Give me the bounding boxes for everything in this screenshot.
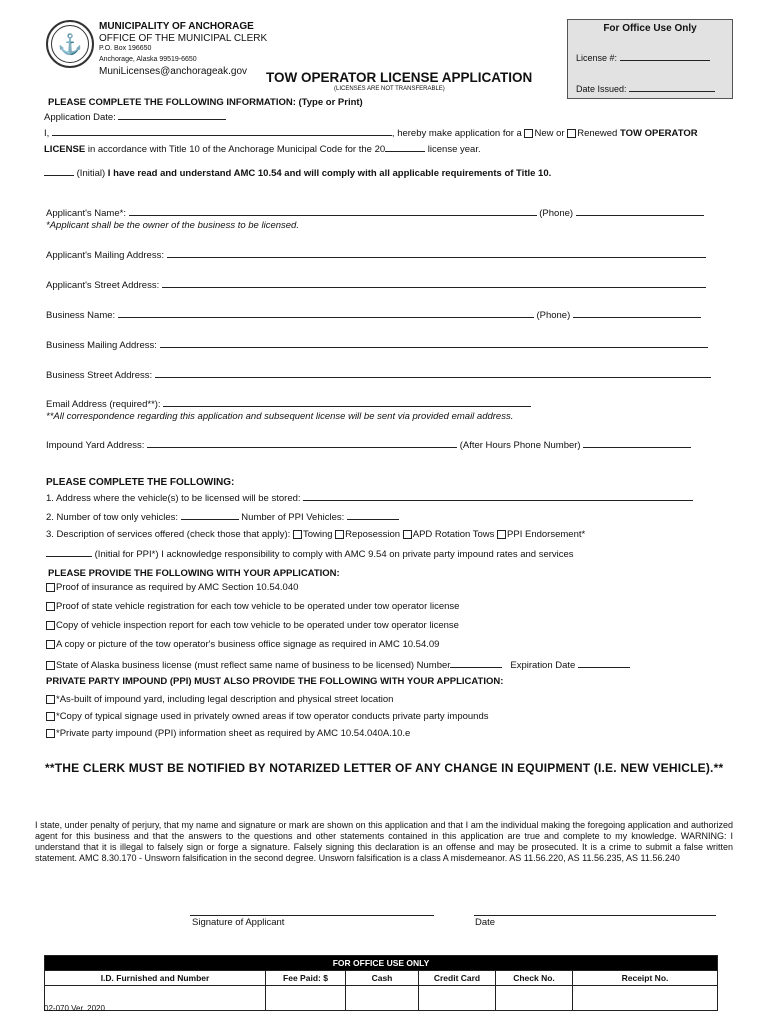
renewed-checkbox[interactable]	[567, 129, 576, 138]
section4-heading: PRIVATE PARTY IMPOUND (PPI) MUST ALSO PROVIDE THE FOLLOWING WITH YOUR APPLICATION:	[46, 676, 504, 687]
section3-heading: PLEASE PROVIDE THE FOLLOWING WITH YOUR APPLICATION:	[48, 568, 340, 579]
expiration-field[interactable]	[578, 658, 630, 668]
ppi-vehicles-label: Number of PPI Vehicles:	[241, 512, 345, 523]
applicant-phone-label: (Phone)	[539, 208, 574, 219]
license-year-field[interactable]	[385, 142, 425, 152]
apd-rotation-checkbox[interactable]	[403, 530, 412, 539]
city-address: Anchorage, Alaska 99519-6650	[99, 56, 197, 63]
insurance-checkbox[interactable]	[46, 583, 55, 592]
perjury-declaration: I state, under penalty of perjury, that my name and signature or mark are shown on this application and that I am the individual making the foregoing application and authorized agent for this business and that the answers to the questions and other statements contained in this application are true and complete to my knowledge. WARNING: I understand that it is illegal to falsely sign or forge a signature. Falsely signing this declaration is an offense and may be prosecuted. It is a crime to submit a false written statement. AMC 8.30.170 - Unsworn falsification in the second degree. Unsworn falsification is a class A misdemeanor. AS 11.56.220, AS 11.56.235, AS 11.56.240	[35, 820, 733, 863]
amc-compliance-text: I have read and understand AMC 10.54 and will comply with all applicable requirements of Title 10.	[107, 168, 552, 179]
applicant-name-inline-field[interactable]	[52, 126, 392, 136]
section1-heading: PLEASE COMPLETE THE FOLLOWING INFORMATION: (Type or Print)	[48, 97, 363, 108]
license-year-suffix: license year.	[427, 144, 481, 155]
application-date-field[interactable]	[118, 110, 226, 120]
contact-email: MuniLicenses@anchorageak.gov	[99, 66, 248, 77]
check-cell[interactable]	[496, 986, 573, 1011]
license-number-label: License #:	[576, 53, 618, 63]
as-built-item: *As-built of impound yard, including legal description and physical street location	[56, 694, 394, 705]
cash-cell[interactable]	[346, 986, 419, 1011]
application-for-text: , hereby make application for a	[391, 128, 522, 139]
towing-checkbox[interactable]	[293, 530, 302, 539]
tow-only-label: 2. Number of tow only vehicles:	[46, 512, 179, 523]
email-note: **All correspondence regarding this application and subsequent license will be sent via provided email address.	[46, 411, 514, 422]
ppi-endorsement-label: PPI Endorsement*	[507, 529, 586, 540]
date-issued-label: Date Issued:	[576, 84, 627, 94]
applicant-phone-field[interactable]	[576, 206, 704, 216]
initial-label: (Initial)	[76, 168, 106, 179]
new-label: New or	[534, 128, 565, 139]
office-use-title: For Office Use Only	[603, 23, 697, 34]
municipal-seal-icon: ⚓	[46, 20, 94, 68]
col-id-furnished: I.D. Furnished and Number	[45, 971, 266, 986]
storage-address-field[interactable]	[303, 491, 693, 501]
col-credit-card: Credit Card	[419, 971, 496, 986]
applicant-signature-line[interactable]	[190, 915, 434, 916]
after-hours-field[interactable]	[583, 438, 691, 448]
business-phone-label: (Phone)	[536, 310, 571, 321]
ppi-sheet-checkbox[interactable]	[46, 729, 55, 738]
signage-item: A copy or picture of the tow operator's business office signage as required in AMC 10.54.09	[56, 639, 440, 650]
equipment-change-notice: **THE CLERK MUST BE NOTIFIED BY NOTARIZED LETTER OF ANY CHANGE IN EQUIPMENT (I.E. NEW VEHICLE).**	[45, 761, 724, 775]
business-street-field[interactable]	[155, 368, 711, 378]
as-built-checkbox[interactable]	[46, 695, 55, 704]
form-subtitle: (LICENSES ARE NOT TRANSFERABLE)	[334, 86, 445, 92]
org-name: MUNICIPALITY OF ANCHORAGE	[99, 21, 254, 32]
ppi-vehicles-field[interactable]	[347, 510, 399, 520]
applicant-note: *Applicant shall be the owner of the business to be licensed.	[46, 220, 299, 231]
office-use-box	[567, 19, 733, 99]
repossession-label: Reposession	[345, 529, 401, 540]
receipt-cell[interactable]	[573, 986, 718, 1011]
credit-cell[interactable]	[419, 986, 496, 1011]
application-date-label: Application Date:	[44, 112, 116, 123]
inspection-item: Copy of vehicle inspection report for each tow vehicle to be operated under tow operator license	[56, 620, 459, 631]
applicant-name-label: Applicant's Name*:	[46, 208, 126, 219]
ppi-initial-field[interactable]	[46, 547, 92, 557]
renewed-label: Renewed	[577, 128, 618, 139]
business-phone-field[interactable]	[573, 308, 701, 318]
typical-signage-checkbox[interactable]	[46, 712, 55, 721]
impound-yard-label: Impound Yard Address:	[46, 440, 145, 451]
registration-checkbox[interactable]	[46, 602, 55, 611]
col-check-no: Check No.	[496, 971, 573, 986]
street-address-label: Applicant's Street Address:	[46, 280, 160, 291]
business-mailing-label: Business Mailing Address:	[46, 340, 157, 351]
col-receipt-no: Receipt No.	[573, 971, 718, 986]
business-mailing-field[interactable]	[160, 338, 708, 348]
storage-address-label: 1. Address where the vehicle(s) to be licensed will be stored:	[46, 493, 301, 504]
section2-heading: PLEASE COMPLETE THE FOLLOWING:	[46, 477, 235, 488]
towing-label: Towing	[302, 529, 333, 540]
office-name: OFFICE OF THE MUNICIPAL CLERK	[99, 33, 268, 44]
applicant-i-label: I,	[44, 128, 50, 139]
business-license-checkbox[interactable]	[46, 661, 55, 670]
table-row	[45, 986, 718, 1011]
impound-yard-field[interactable]	[147, 438, 457, 448]
business-license-number-field[interactable]	[450, 658, 502, 668]
typical-signage-item: *Copy of typical signage used in privately owned areas if tow operator conducts private party impounds	[56, 711, 489, 722]
business-name-field[interactable]	[118, 308, 534, 318]
initial-field[interactable]	[44, 166, 74, 176]
ppi-endorsement-checkbox[interactable]	[497, 530, 506, 539]
business-license-item: State of Alaska business license (must reflect same name of business to be licensed) Number	[56, 660, 451, 671]
office-table-title: FOR OFFICE USE ONLY	[45, 956, 718, 971]
po-box: P.O. Box 196650	[99, 45, 152, 52]
ppi-initial-text: (Initial for PPI*) I acknowledge responsibility to comply with AMC 9.54 on private party impound rates and services	[94, 549, 574, 560]
license-text: LICENSE	[44, 144, 86, 155]
services-label: 3. Description of services offered (check those that apply):	[46, 529, 291, 540]
license-number-field[interactable]	[620, 51, 710, 61]
email-field[interactable]	[163, 397, 531, 407]
repossession-checkbox[interactable]	[335, 530, 344, 539]
tow-operator-text: TOW OPERATOR	[619, 128, 698, 139]
date-signature-line[interactable]	[474, 915, 716, 916]
ppi-sheet-item: *Private party impound (PPI) information sheet as required by AMC 10.54.040A.10.e	[56, 728, 411, 739]
signature-label: Signature of Applicant	[192, 917, 285, 928]
expiration-label: Expiration Date	[510, 660, 576, 671]
after-hours-label: (After Hours Phone Number)	[459, 440, 581, 451]
insurance-item: Proof of insurance as required by AMC Section 10.54.040	[56, 582, 299, 593]
business-street-label: Business Street Address:	[46, 370, 153, 381]
mailing-address-label: Applicant's Mailing Address:	[46, 250, 164, 261]
new-checkbox[interactable]	[524, 129, 533, 138]
email-label: Email Address (required**):	[46, 399, 161, 410]
mailing-address-field[interactable]	[167, 248, 706, 258]
form-version: 02-070 Ver. 2020	[44, 1004, 105, 1013]
date-label: Date	[475, 917, 496, 928]
date-issued-field[interactable]	[629, 82, 715, 92]
license-year-text: in accordance with Title 10 of the Anchorage Municipal Code for the 20	[87, 144, 386, 155]
applicant-name-field[interactable]	[129, 206, 537, 216]
street-address-field[interactable]	[162, 278, 706, 288]
apd-rotation-label: APD Rotation Tows	[412, 529, 495, 540]
col-cash: Cash	[346, 971, 419, 986]
fee-cell[interactable]	[266, 986, 346, 1011]
office-use-table	[44, 955, 718, 1011]
tow-only-field[interactable]	[181, 510, 239, 520]
form-title: TOW OPERATOR LICENSE APPLICATION	[266, 70, 533, 85]
business-name-label: Business Name:	[46, 310, 116, 321]
signage-checkbox[interactable]	[46, 640, 55, 649]
inspection-checkbox[interactable]	[46, 621, 55, 630]
registration-item: Proof of state vehicle registration for each tow vehicle to be operated under tow operator license	[56, 601, 460, 612]
col-fee-paid: Fee Paid: $	[266, 971, 346, 986]
